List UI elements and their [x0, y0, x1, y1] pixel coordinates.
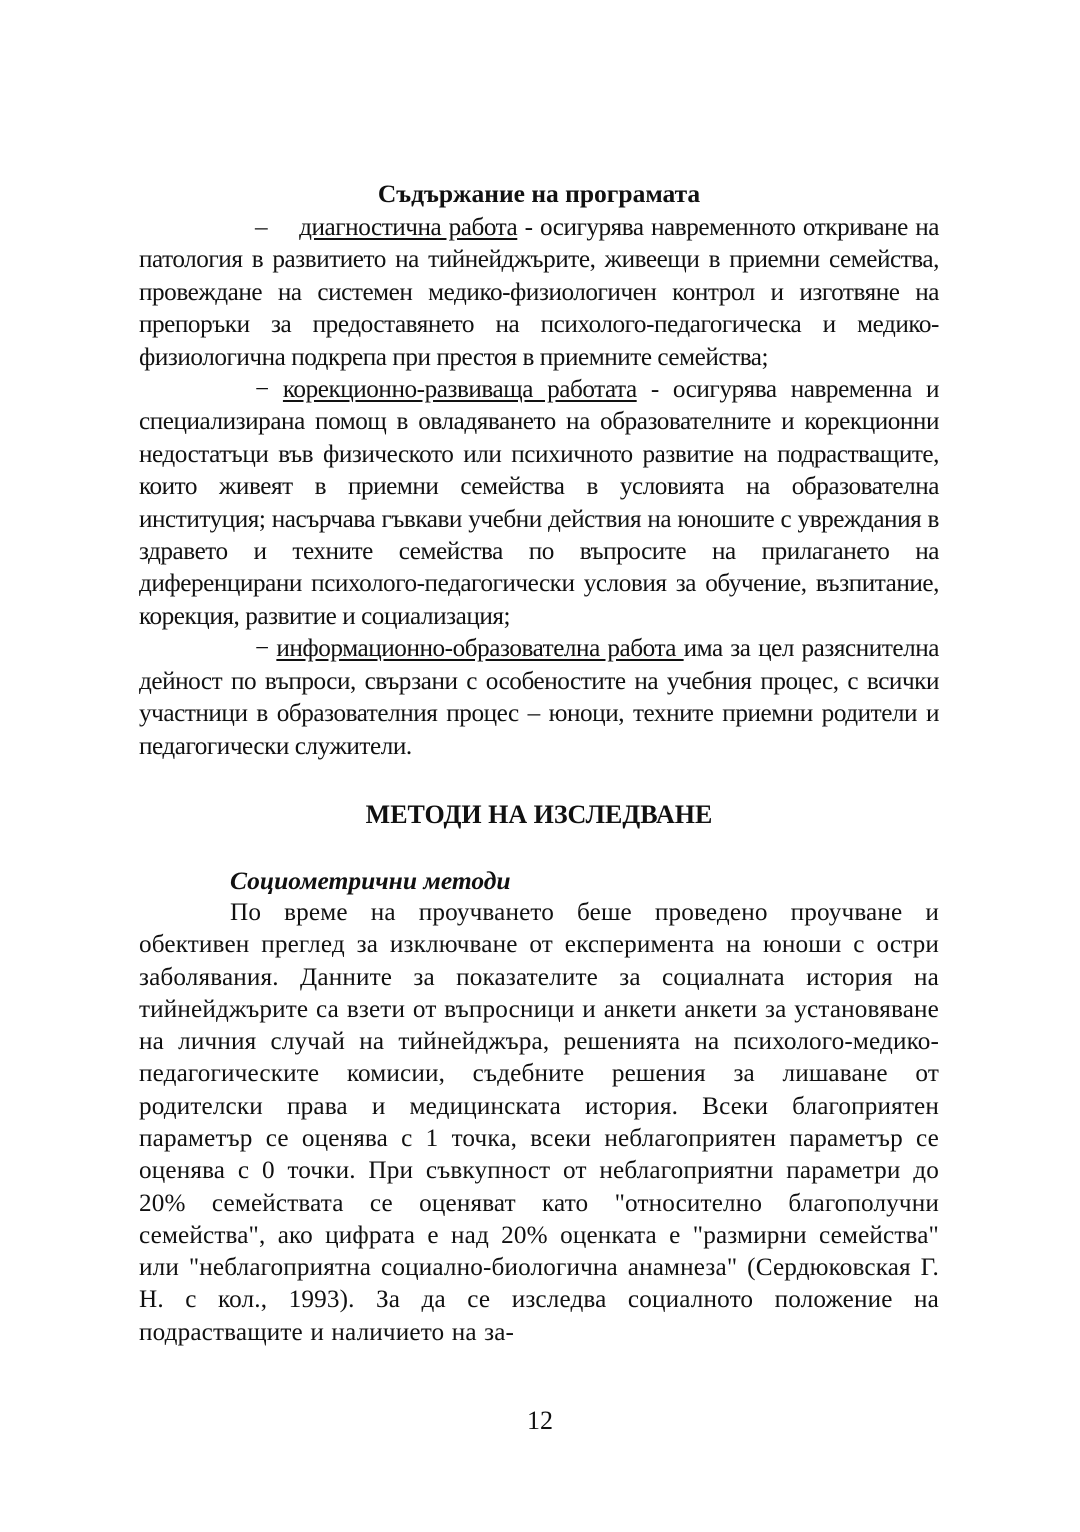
- sociometric-title: Социометрични методи: [230, 865, 511, 895]
- item-dash: −: [255, 376, 269, 404]
- item-text-correction: - осигурява навременна и специализирана помощ в овладяването на образователните и корекционни недостатъци във физическото или психичното развитие на подрастващите, които живеят в приемни семейства в условията на образователна институция; насърчава гъвкави учебни действия на юношите с увреждания в здравето и техните семейства по въпросите на прилагането на диференцирани психолого-педагогически условия за обучение, възпитание, корекция, развитие и социализация;: [139, 376, 939, 630]
- page-number: 12: [527, 1406, 553, 1435]
- item-term-information: информационно-образователна работа: [276, 635, 684, 663]
- program-title: Съдържание на програмата: [377, 179, 701, 208]
- item-term-correction: корекционно-развиваща работата: [282, 376, 637, 404]
- sociometric-text: По време на проучването беше проведено проучване и обективен преглед за изключване от експеримента на юноши с остри заболявания. Данните за показателите за социалната история на тийнейджърите са взети от въпросници и анкети анкети за установяване на личния случай на тийнейджъра, решенията на психолого-медико-педагогическите комисии, съдебните решения за лишаване от родителски права и медицинската история. Всеки благоприятен параметър се оценява с 1 точка, всеки неблагоприятен параметър се оценява с 0 точки. При съвкупност от неблагоприятни параметри до 20% семействата се оценяват като "относително благополучни семейства", ако цифрата е над 20% оценката е "размирни семейства" или "неблагоприятна социално-биологична анамнеза" (Сердюковская Г. Н. с кол., 1993). За да се изследва социалното положение на подрастващите и наличието на за-: [139, 898, 939, 1346]
- list-item-diagnostic: [139, 212, 939, 374]
- item-text-diagnostic: - осигурява навременното откриване на патология в развитието на тийнейджърите, живеещи в приемни семейства, провеждане на системен медико-физиологичен контрол и изготвяне на препоръки за предоставянето на психолого-педагогическа и медико-физиологична подкрепа при престоя в приемните семейства;: [139, 214, 939, 371]
- list-item-information: [139, 633, 939, 763]
- list-item-correction: [139, 374, 939, 633]
- page-content: [139, 178, 939, 1349]
- sociometric-paragraph: [139, 897, 939, 1349]
- item-dash: –: [255, 214, 268, 241]
- item-dash: −: [255, 635, 269, 663]
- item-term-diagnostic: диагностична работа: [299, 214, 518, 241]
- methods-title: МЕТОДИ НА ИЗСЛЕДВАНЕ: [365, 799, 713, 829]
- item-text-information: има за цел разяснителна дейност по въпроси, свързани с особеностите на учебния процес, с всички участници в образователния процес – юноци, техните приемни родители и педагогически служители.: [139, 635, 940, 760]
